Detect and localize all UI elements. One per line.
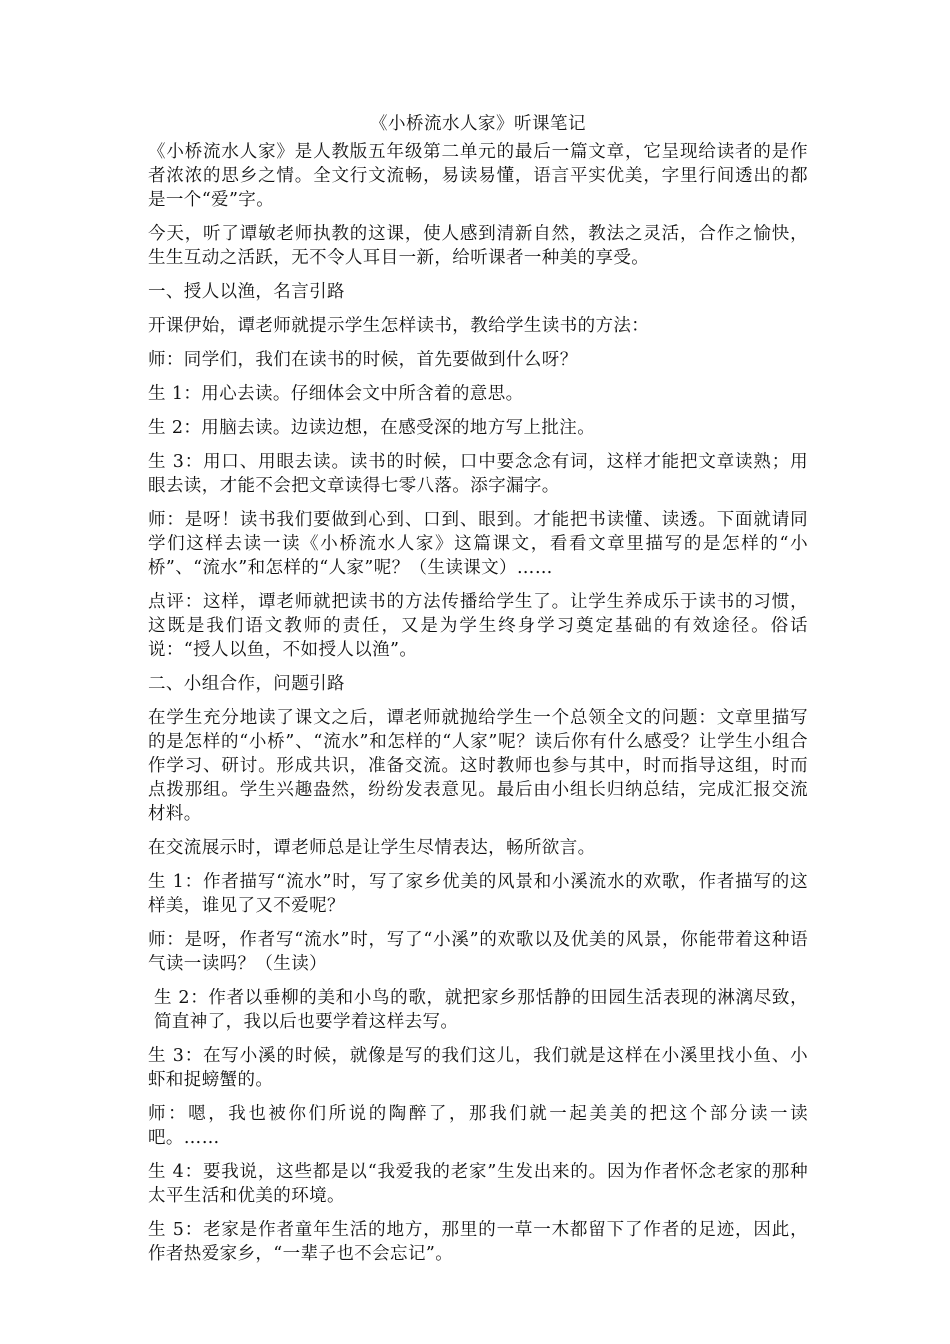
paragraph: 在交流展示时，谭老师总是让学生尽情表达，畅所欲言。 — [148, 838, 596, 858]
dialogue-line: 生 2：作者以垂柳的美和小鸟的歌，就把家乡那恬静的田园生活表现的淋漓尽致，简直神了，我以后也要学着这样去写。 — [154, 988, 808, 1032]
document-title: 《小桥流水人家》听课笔记 — [370, 114, 586, 134]
paragraph: 开课伊始，谭老师就提示学生怎样读书，教给学生读书的方法： — [148, 316, 650, 336]
commentary: 点评：这样，谭老师就把读书的方法传播给学生了。让学生养成乐于读书的习惯，这既是我们语文教师的责任，又是为学生终身学习奠定基础的有效途径。俗话说：“授人以鱼，不如授人以渔”。 — [148, 592, 808, 660]
dialogue-line: 师：同学们，我们在读书的时候，首先要做到什么呀？ — [148, 350, 578, 370]
section-heading-1: 一、授人以渔，名言引路 — [148, 282, 345, 302]
document-page — [148, 112, 808, 1276]
paragraph: 在学生充分地读了课文之后，谭老师就抛给学生一个总领全文的问题：文章里描写的是怎样的“小桥”、“流水”和怎样的“人家”呢？读后你有什么感受？让学生小组合作学习、研讨。形成共识，准备交流。这时教师也参与其中，时而指导这组，时而点拨那组。学生兴趣盎然，纷纷发表意见。最后由小组长归纳总结，完成汇报交流材料。 — [148, 708, 808, 824]
dialogue-line: 师：是呀！读书我们要做到心到、口到、眼到。才能把书读懂、读透。下面就请同学们这样去读一读《小桥流水人家》这篇课文，看看文章里描写的是怎样的“小桥”、“流水”和怎样的“人家”呢？（生读课文）…… — [148, 510, 808, 578]
paragraph-intro: 《小桥流水人家》是人教版五年级第二单元的最后一篇文章，它呈现给读者的是作者浓浓的思乡之情。全文行文流畅，易读易懂，语言平实优美，字里行间透出的都是一个“爱”字。 — [148, 142, 808, 210]
dialogue-line: 生 3：在写小溪的时候，就像是写的我们这儿，我们就是这样在小溪里找小鱼、小虾和捉螃蟹的。 — [148, 1046, 808, 1090]
paragraph-impression: 今天，听了谭敏老师执教的这课，使人感到清新自然，教法之灵活，合作之愉快，生生互动之活跃，无不令人耳目一新，给听课者一种美的享受。 — [148, 224, 808, 268]
dialogue-line: 生 4：要我说，这些都是以“我爱我的老家”生发出来的。因为作者怀念老家的那种太平生活和优美的环境。 — [148, 1162, 808, 1206]
dialogue-line: 生 1：作者描写“流水”时，写了家乡优美的风景和小溪流水的欢歌，作者描写的这样美，谁见了又不爱呢？ — [148, 872, 808, 916]
dialogue-line: 师：嗯，我也被你们所说的陶醉了，那我们就一起美美的把这个部分读一读吧。…… — [148, 1104, 808, 1148]
section-heading-2: 二、小组合作，问题引路 — [148, 674, 345, 694]
dialogue-line: 生 2：用脑去读。边读边想，在感受深的地方写上批注。 — [148, 418, 596, 438]
dialogue-line: 师：是呀，作者写“流水”时，写了“小溪”的欢歌以及优美的风景，你能带着这种语气读一读吗？（生读） — [148, 930, 808, 974]
dialogue-line: 生 1：用心去读。仔细体会文中所含着的意思。 — [148, 384, 524, 404]
dialogue-line: 生 5：老家是作者童年生活的地方，那里的一草一木都留下了作者的足迹，因此，作者热爱家乡，“一辈子也不会忘记”。 — [148, 1220, 808, 1264]
dialogue-line: 生 3：用口、用眼去读。读书的时候，口中要念念有词，这样才能把文章读熟；用眼去读，才能不会把文章读得七零八落。添字漏字。 — [148, 452, 808, 496]
